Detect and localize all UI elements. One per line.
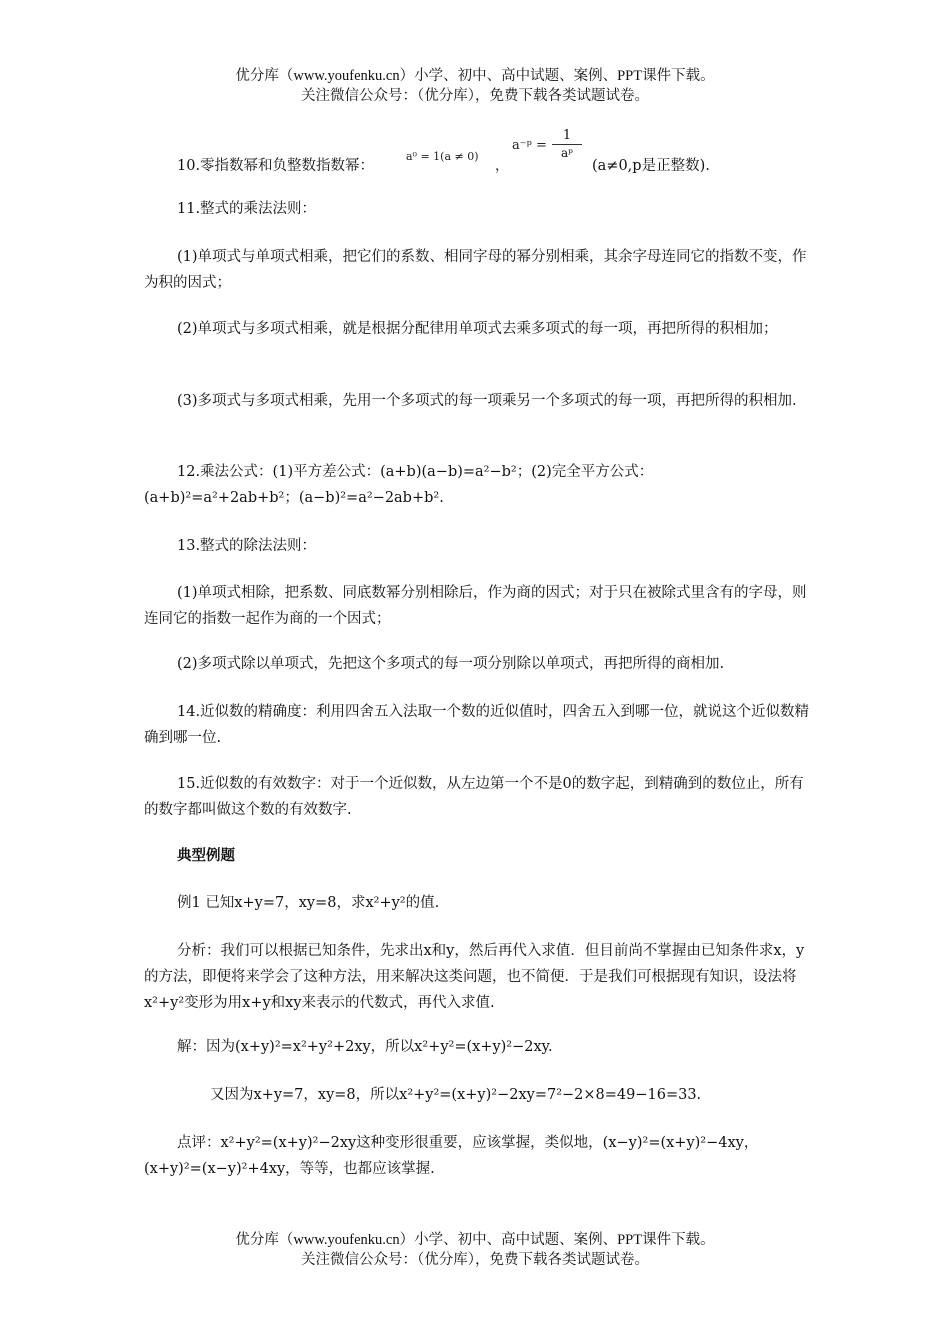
item-11-3: (3)多项式与多项式相乘，先用一个多项式的每一项乘另一个多项式的每一项，再把所得的积相加. — [177, 393, 797, 409]
formula-negative-exponent-left: a⁻ᵖ = — [512, 138, 547, 153]
item-10-label: 10.零指数幂和负整数指数幂： — [177, 158, 375, 174]
item-12-line-2: (a+b)²=a²+2ab+b²；(a−b)²=a²−2ab+b². — [144, 490, 444, 506]
page-footer — [0, 1230, 950, 1270]
footer-line-1: 优分库（www.youfenku.cn）小学、初中、高中试题、案例、PPT课件下载。 — [235, 1232, 715, 1248]
solution-line-2: 又因为x+y=7，xy=8，所以x²+y²=(x+y)²−2xy=7²−2×8=49−16=33. — [210, 1087, 702, 1103]
item-12-line-1: 12.乘法公式：(1)平方差公式：(a+b)(a−b)=a²−b²；(2)完全平方公式： — [177, 464, 654, 480]
formula-separator: ， — [495, 158, 509, 174]
comment: 点评：x²+y²=(x+y)²−2xy这种变形很重要，应该掌握，类似地，(x−y)²=(x+y)²−4xy，(x+y)²=(x−y)²+4xy，等等，也都应该掌握. — [144, 1135, 759, 1177]
item-11: 11.整式的乘法法则： — [177, 201, 317, 217]
analysis: 分析：我们可以根据已知条件，先求出x和y，然后再代入求值．但目前尚不掌握由已知条件求x，y的方法，即便将来学会了这种方法，用来解决这类问题，也不简便．于是我们可根据现有知识，设法将x²+y²变形为用x+y和xy来表示的代数式，再代入求值. — [144, 943, 805, 1011]
item-14: 14.近似数的精确度：利用四舍五入法取一个数的近似值时，四舍五入到哪一位，就说这个近似数精确到哪一位. — [144, 704, 810, 746]
fraction-numerator: 1 — [552, 128, 582, 145]
example-1: 例1 已知x+y=7，xy=8，求x²+y²的值. — [177, 895, 440, 911]
header-line-2: 关注微信公众号：（优分库），免费下载各类试题试卷。 — [301, 88, 649, 104]
section-title: 典型例题 — [177, 847, 235, 864]
fraction-denominator: aᵖ — [561, 146, 573, 160]
item-10-tail: (a≠0,p是正整数). — [592, 158, 710, 174]
item-13-1: (1)单项式相除，把系数、同底数幂分别相除后，作为商的因式；对于只在被除式里含有的字母，则连同它的指数一起作为商的一个因式； — [144, 585, 807, 627]
formula-zero-exponent: a⁰ = 1(a ≠ 0) — [406, 150, 479, 163]
item-13: 13.整式的除法法则： — [177, 538, 317, 554]
footer-line-2: 关注微信公众号：（优分库），免费下载各类试题试卷。 — [301, 1252, 649, 1268]
item-15: 15.近似数的有效数字：对于一个近似数，从左边第一个不是0的数字起，到精确到的数位止，所有的数字都叫做这个数的有效数字. — [144, 776, 804, 818]
header-line-1: 优分库（www.youfenku.cn）小学、初中、高中试题、案例、PPT课件下载。 — [235, 68, 715, 84]
item-13-2: (2)多项式除以单项式，先把这个多项式的每一项分别除以单项式，再把所得的商相加. — [177, 656, 725, 672]
item-11-2: (2)单项式与多项式相乘，就是根据分配律用单项式去乘多项式的每一项，再把所得的积相加； — [177, 321, 778, 337]
item-11-1: (1)单项式与单项式相乘，把它们的系数、相同字母的幂分别相乘，其余字母连同它的指数不变，作为积的因式； — [144, 249, 807, 291]
page-header — [0, 66, 950, 106]
solution-line-1: 解：因为(x+y)²=x²+y²+2xy，所以x²+y²=(x+y)²−2xy. — [177, 1039, 553, 1055]
fraction — [552, 128, 582, 161]
